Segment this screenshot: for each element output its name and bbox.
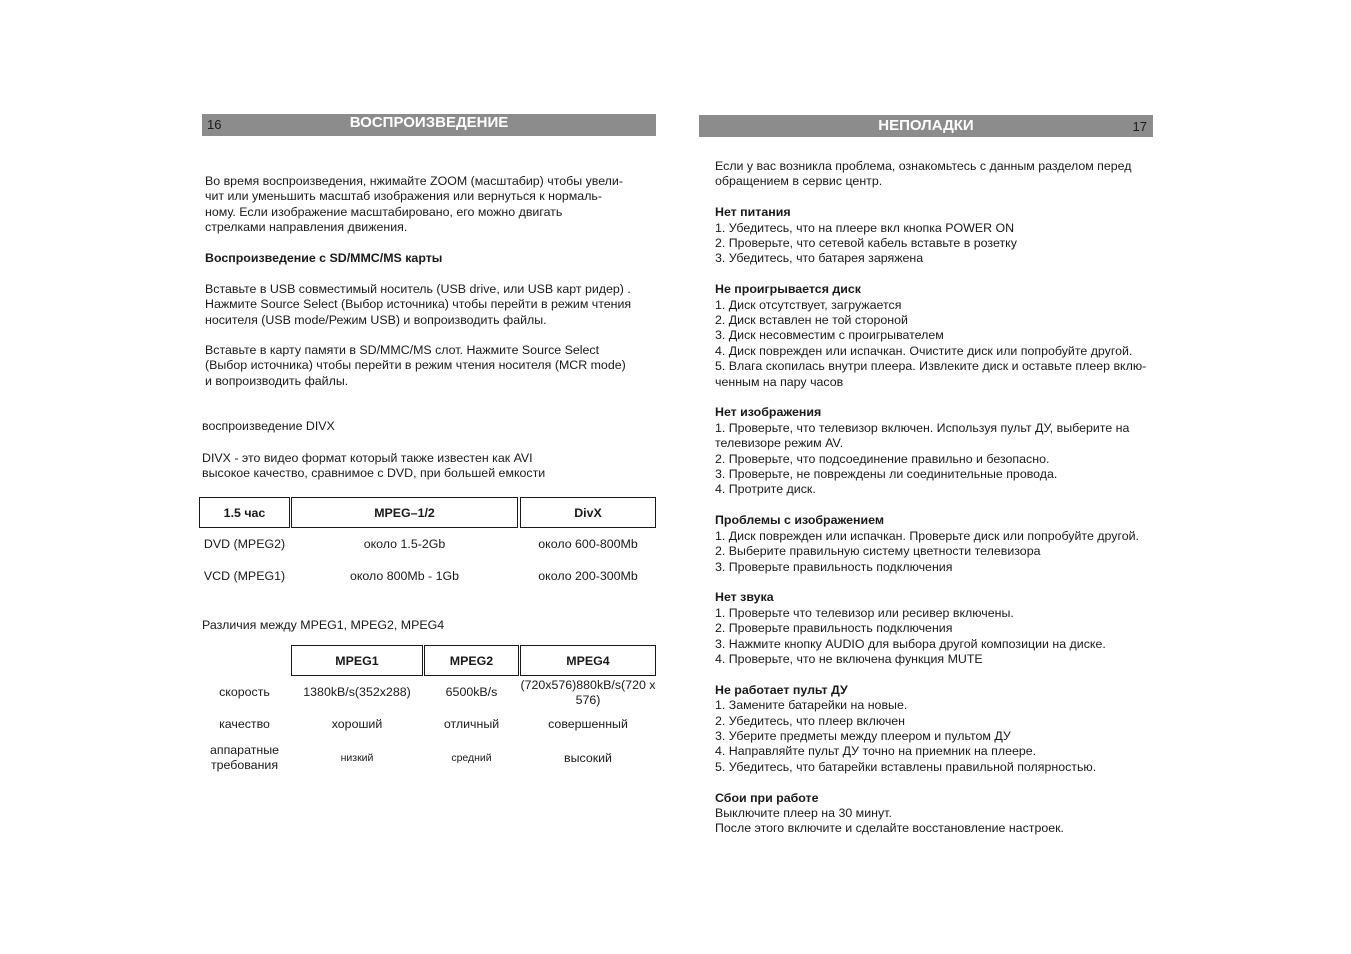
text-line: 5. Убедитесь, что батарейки вставлены правильной полярностью. <box>715 759 1097 774</box>
table-row-label: скорость <box>219 684 270 699</box>
table-cell: (720x576)880kB/s(720 x576) <box>520 677 656 707</box>
table-cell: хороший <box>331 716 383 731</box>
text-line: 4. Протрите диск. <box>715 482 816 497</box>
section-heading: Нет питания <box>715 205 791 220</box>
right-page-number: 17 <box>1132 119 1147 134</box>
table-cell: 6500kB/s <box>445 684 498 699</box>
left-page-header <box>202 114 656 136</box>
section-heading: Проблемы с изображением <box>715 513 885 528</box>
section-heading: Нет звука <box>715 590 774 605</box>
text-line: и вопроизводить файлы. <box>205 373 349 388</box>
text-line: 3. Диск несовместим с проигрывателем <box>715 328 944 343</box>
table-row-label: качество <box>219 716 270 731</box>
text-line: 3. Проверьте, не повреждены ли соединительные провода. <box>715 467 1058 482</box>
section-heading: Нет изображения <box>715 405 822 420</box>
text-line: 4. Диск поврежден или испачкан. Очистите диск или попробуйте другой. <box>715 343 1133 358</box>
text-line: 1. Диск поврежден или испачкан. Проверьте диск или попробуйте другой. <box>715 528 1139 543</box>
text-line: (Выбор источника) чтобы перейти в режим чтения носителя (MCR mode) <box>205 358 626 373</box>
text-line: После этого включите и сделайте восстановление настроек. <box>715 821 1064 836</box>
text-line: 2. Проверьте, что подсоединение правильно и безопасно. <box>715 451 1050 466</box>
section-no-sound <box>715 590 1146 667</box>
text-line: 2. Проверьте правильность подключения <box>715 621 953 636</box>
text-line: 3. Уберите предметы между плеером и пультом ДУ <box>715 728 1011 743</box>
table-row-label: аппаратные требования <box>209 743 280 772</box>
table-cell: DVD (MPEG2) <box>203 536 286 551</box>
table-cell: совершенный <box>548 716 628 731</box>
text-line: ному. Если изображение масштабировано, его можно двигать <box>205 204 563 219</box>
section-no-power <box>715 205 1146 267</box>
text-line: Вставьте в карту памяти в SD/MMC/MS слот. Нажмите Source Select <box>205 343 600 357</box>
card-paragraph <box>205 343 626 389</box>
table-cell: высокий <box>564 750 612 765</box>
left-page-number: 16 <box>207 117 222 132</box>
text-line: DIVX - это видео формат который также известен как AVI <box>202 451 533 465</box>
text-line: чит или уменьшить масштаб изображения или вернуться к нормаль- <box>205 189 603 204</box>
table-header-cell: DivX <box>520 497 656 528</box>
text-line: 1. Замените батарейки на новые. <box>715 698 908 713</box>
divx-paragraph <box>202 451 545 482</box>
left-page-title: ВОСПРОИЗВЕДЕНИЕ <box>349 114 509 131</box>
text-line: стрелками направления движения. <box>205 220 408 235</box>
text-line: Вставьте в USB совместимый носитель (USB drive, или USB карт ридер) . <box>205 282 631 296</box>
text-line: 2. Проверьте, что сетевой кабель вставьте в розетку <box>715 236 1017 251</box>
table-header-cell: MPEG4 <box>520 645 656 676</box>
text-line: 1. Убедитесь, что на плеере вкл кнопка POWER ON <box>715 220 1015 235</box>
text-line: 5. Влага скопилась внутри плеера. Извлеките диск и оставьте плеер вклю- <box>715 359 1147 374</box>
right-page-header <box>699 115 1153 137</box>
section-no-image <box>715 405 1146 497</box>
table-cell: отличный <box>443 716 500 731</box>
table-header-cell: MPEG2 <box>424 645 519 676</box>
table-cell: около 1.5-2Gb <box>363 536 446 551</box>
usb-paragraph <box>205 282 631 328</box>
text-line: 3. Проверьте правильность подключения <box>715 559 953 574</box>
table-cell: VCD (MPEG1) <box>203 568 286 583</box>
text-line: 2. Выберите правильную систему цветности телевизора <box>715 544 1041 559</box>
troubleshooting-content <box>715 159 1146 852</box>
text-line: 2. Диск вставлен не той стороной <box>715 313 908 328</box>
section-image-problems <box>715 513 1146 575</box>
text-line: высокое качество, сравнимое с DVD, при большей емкости <box>202 466 546 481</box>
section-heading: Сбои при работе <box>715 790 819 805</box>
table-header-cell: 1.5 час <box>199 497 290 528</box>
text-line: телевизоре режим AV. <box>715 436 844 451</box>
table-cell: средний <box>451 751 492 764</box>
text-line: 1. Диск отсутствует, загружается <box>715 297 902 312</box>
text-line: 1. Проверьте, что телевизор включен. Используя пульт ДУ, выберите на <box>715 420 1130 435</box>
text-line: 3. Убедитесь, что батарея заряжена <box>715 251 924 266</box>
table-header-cell: MPEG1 <box>291 645 423 676</box>
text-line: носителя (USB mode/Режим USB) и вопроизводить файлы. <box>205 312 547 327</box>
troubleshooting-intro <box>715 159 1146 190</box>
text-line: Выключите плеер на 30 минут. <box>715 805 892 820</box>
text-line: 2. Убедитесь, что плеер включен <box>715 713 906 728</box>
text-line: 4. Проверьте, что не включена функция MUTE <box>715 651 983 666</box>
right-page-title: НЕПОЛАДКИ <box>878 117 974 134</box>
text-line: ченным на пару часов <box>715 374 844 389</box>
section-heading: Не работает пульт ДУ <box>715 682 848 697</box>
sd-card-heading: Воспроизведение с SD/MMC/MS карты <box>205 251 443 265</box>
section-remote-not-working <box>715 683 1146 775</box>
section-disc-not-playing <box>715 282 1146 390</box>
section-malfunctions <box>715 791 1146 837</box>
table-cell: около 600-800Mb <box>538 536 638 551</box>
section-heading: Не проигрывается диск <box>715 282 861 297</box>
text-line: 4. Направляйте пульт ДУ точно на приемник на плеере. <box>715 744 1037 759</box>
text-line: 3. Нажмите кнопку AUDIO для выбора другой композиции на диске. <box>715 636 1106 651</box>
mpeg-diff-heading: Различия между MPEG1, MPEG2, MPEG4 <box>202 618 445 632</box>
text-line: Во время воспроизведения, нжимайте ZOOM (масштабир) чтобы увели- <box>205 174 623 188</box>
table-cell: около 200-300Mb <box>538 568 638 583</box>
table-cell: низкий <box>340 751 374 764</box>
text-line: обращением в сервис центр. <box>715 174 883 189</box>
table-cell: 1380kB/s(352x288) <box>303 684 411 699</box>
text-line: 1. Проверьте что телевизор или ресивер включены. <box>715 605 1014 620</box>
table-cell: около 800Mb - 1Gb <box>349 568 460 583</box>
divx-heading: воспроизведение DIVX <box>202 419 335 433</box>
text-line: Нажмите Source Select (Выбор источника) чтобы перейти в режим чтения <box>205 297 632 312</box>
text-line: Если у вас возникла проблема, ознакомьтесь с данным разделом перед <box>715 159 1132 173</box>
playback-intro <box>205 174 623 236</box>
table-header-cell: MPEG–1/2 <box>291 497 518 528</box>
